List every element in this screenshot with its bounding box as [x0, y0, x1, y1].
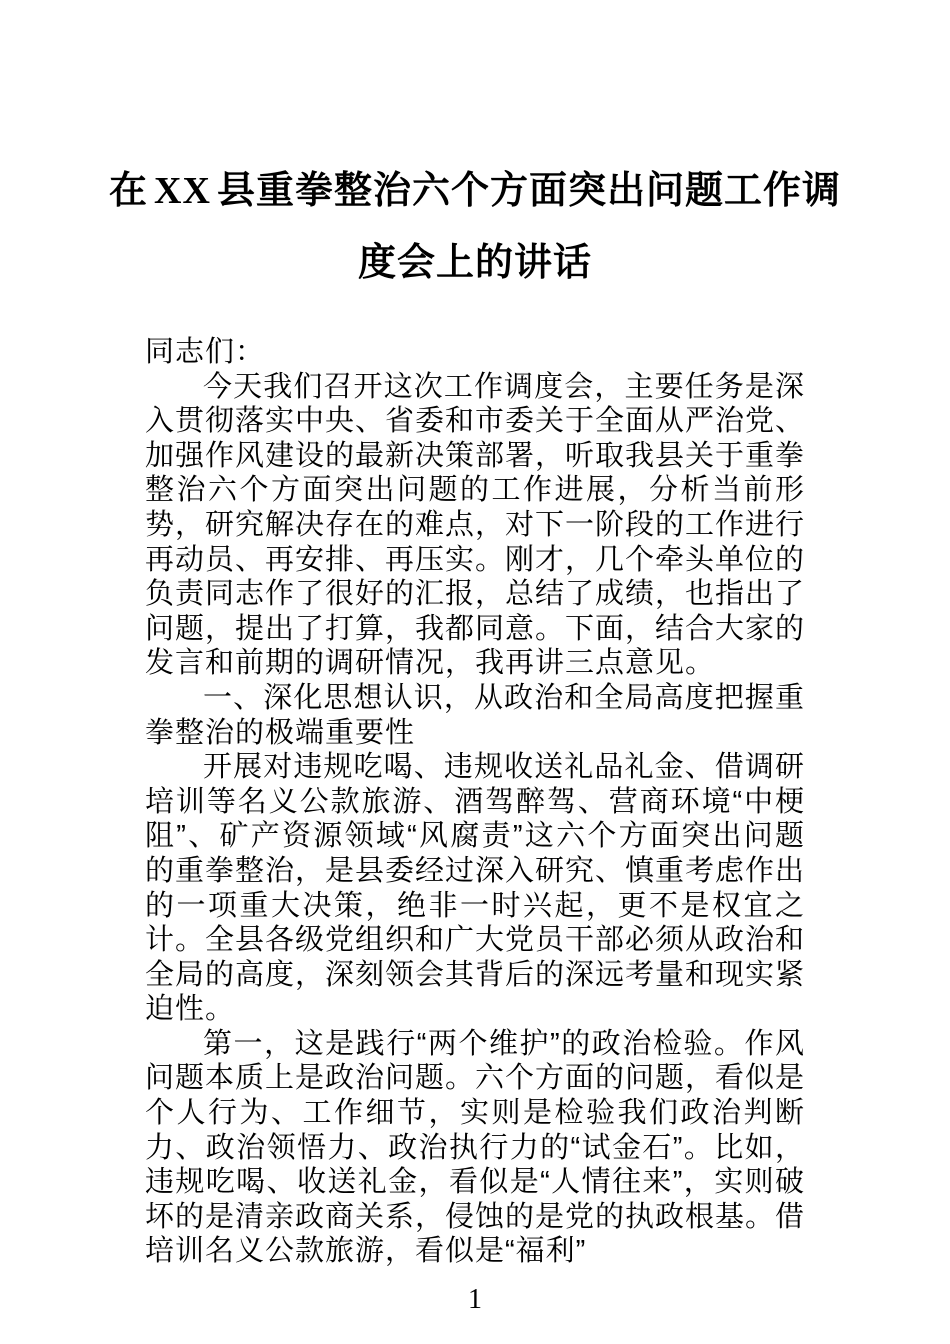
paragraph-first-point: 第一，这是践行“两个维护”的政治检验。作风问题本质上是政治问题。六个方面的问题，看似是个人行为、工作细节，实则是检验我们政治判断力、政治领悟力、政治执行力的“试金石”。比如，违规吃喝、收送礼金，看似是“人情往来”，实则破坏的是清亲政商关系，侵蚀的是党的执政根基。借培训名义公款旅游，看似是“福利” [145, 1027, 806, 1268]
document-title [0, 0, 950, 299]
document-body [145, 335, 805, 1269]
title-line1-latin-placeholder: XX [154, 170, 211, 212]
title-line1-suffix: 县重拳整治六个方面突出问题工作调 [216, 170, 841, 212]
paragraph-scope: 开展对违规吃喝、违规收送礼品礼金、借调研培训等名义公款旅游、酒驾醉驾、营商环境“中梗阻”、矿产资源领域“风腐责”这六个方面突出问题的重拳整治，是县委经过深入研究、慎重考虑作出的一项重大决策，绝非一时兴起，更不是权宜之计。全县各级党组织和广大党员干部必须从政治和全局的高度，深刻领会其背后的深远考量和现实紧迫性。 [145, 751, 806, 1026]
paragraph-opening: 今天我们召开这次工作调度会，主要任务是深入贯彻落实中央、省委和市委关于全面从严治党、加强作风建设的最新决策部署，听取我县关于重拳整治六个方面突出问题的工作进展，分析当前形势，研究解决存在的难点，对下一阶段的工作进行再动员、再安排、再压实。刚才，几个牵头单位的负责同志作了很好的汇报，总结了成绩，也指出了问题，提出了打算，我都同意。下面，结合大家的发言和前期的调研情况，我再讲三点意见。 [145, 370, 806, 680]
page-number: 1 [468, 1284, 482, 1316]
title-line-1 [0, 155, 950, 227]
section-heading-1: 一、深化思想认识，从政治和全局高度把握重拳整治的极端重要性 [145, 681, 805, 749]
salutation: 同志们： [145, 336, 266, 368]
title-line-2: 度会上的讲话 [357, 242, 592, 284]
title-line1-prefix: 在 [109, 170, 149, 212]
